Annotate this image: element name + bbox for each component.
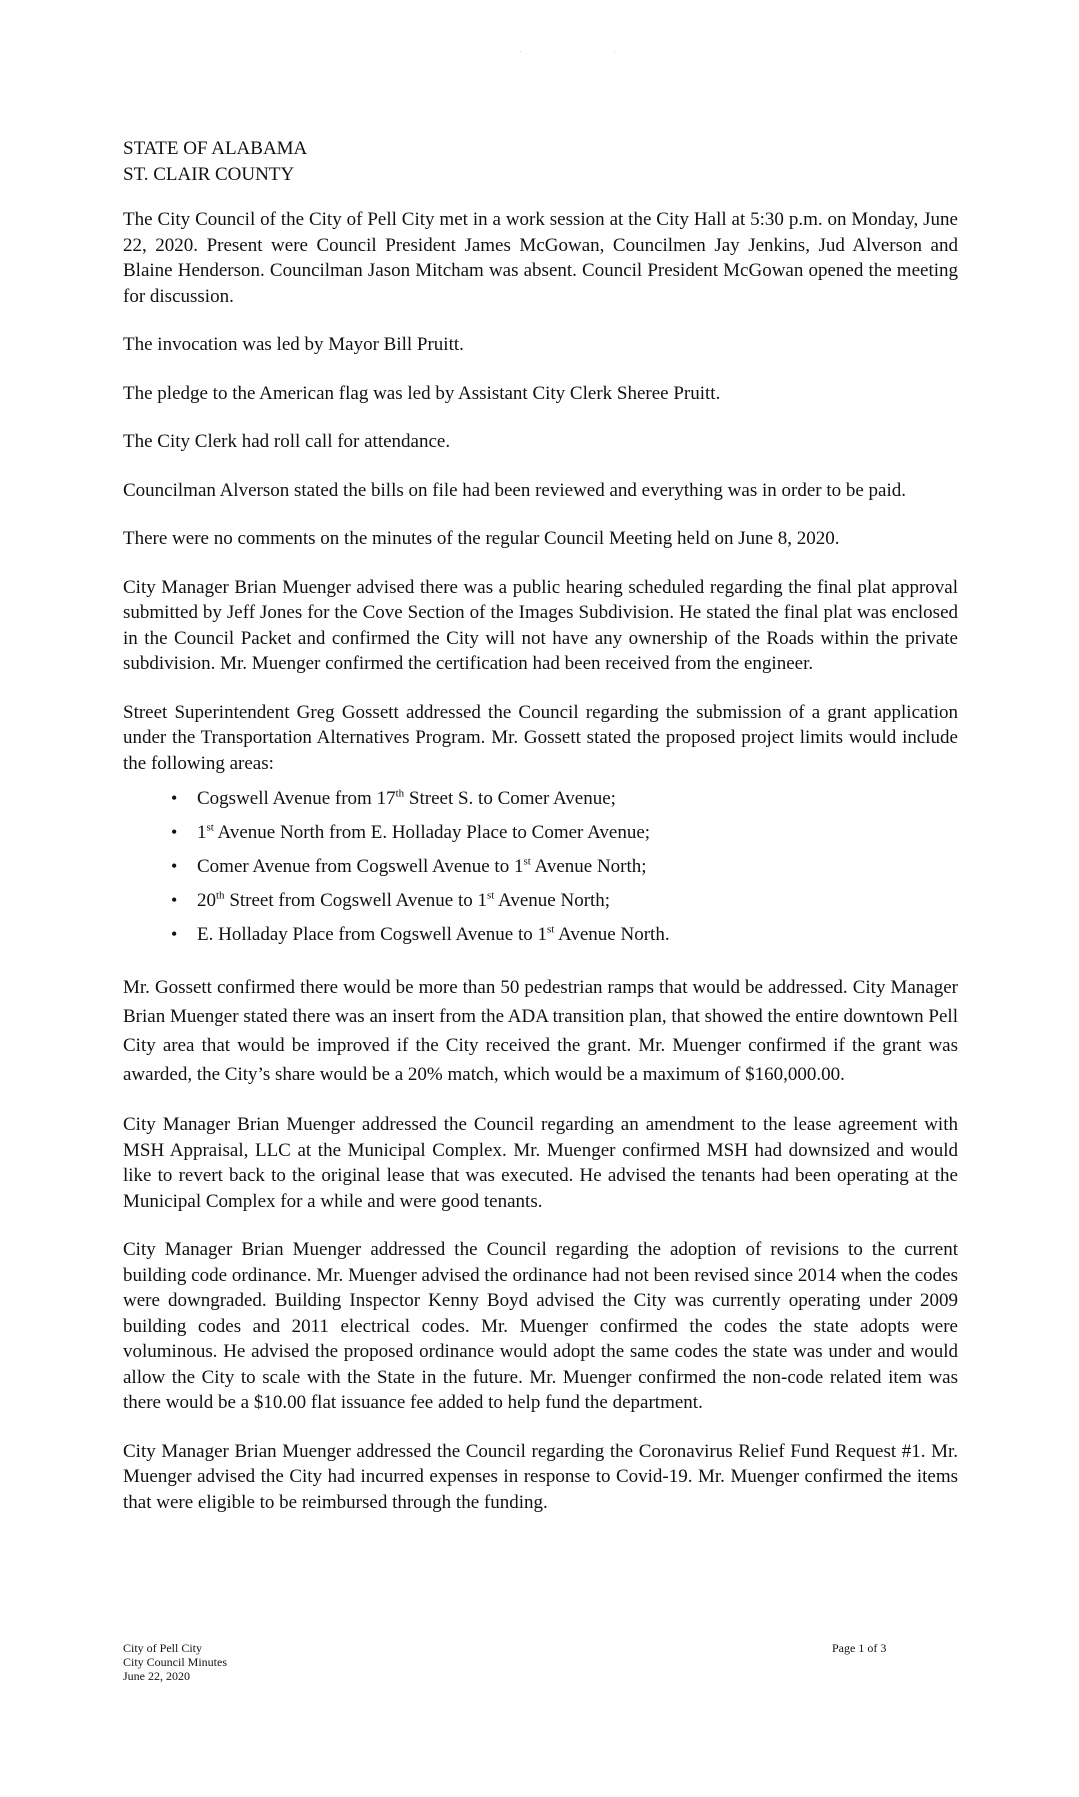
bullet-icon: • xyxy=(171,856,178,876)
paragraph-plat-hearing: City Manager Brian Muenger advised there was a public hearing scheduled regarding the final plat approval submitted by Jeff Jones for the Cove Section of the Images Subdivision. He stated the final plat was enclosed in the Council Packet and confirmed the City will not have any ownership of the Roads within the private subdivision. Mr. Muenger confirmed the certification had been received from the engineer. xyxy=(123,576,958,674)
page-number: Page 1 of 3 xyxy=(832,1641,887,1655)
list-item: • Comer Avenue from Cogswell Avenue to 1st Avenue North; xyxy=(171,855,647,877)
paragraph-pledge: The pledge to the American flag was led by Assistant City Clerk Sheree Pruitt. xyxy=(123,382,721,404)
footer-city: City of Pell City xyxy=(123,1641,203,1655)
bullet-icon: • xyxy=(171,890,178,910)
paragraph-bills: Councilman Alverson stated the bills on file had been reviewed and everything was in order to be paid. xyxy=(123,479,907,501)
paragraph-ramps: Mr. Gossett confirmed there would be more than 50 pedestrian ramps that would be addressed. City Manager Brian Muenger stated there was an insert from the ADA transition plan, that showed the entire downtown Pell City area that would be improved if the City received the grant. Mr. Muenger confirmed if the grant was awarded, the City’s share would be a 20% match, which would be a maximum of $160,000.00. xyxy=(123,977,958,1085)
paragraph-lease: City Manager Brian Muenger addressed the Council regarding an amendment to the lease agreement with MSH Appraisal, LLC at the Municipal Complex. Mr. Muenger confirmed MSH had downsized and would like to revert back to the original lease that was executed. He advised the tenants had been operating at the Municipal Complex for a while and were good tenants. xyxy=(123,1114,958,1212)
scan-speck: . xyxy=(614,48,616,54)
county-line: ST. CLAIR COUNTY xyxy=(123,163,295,185)
paragraph-grant: Street Superintendent Greg Gossett addressed the Council regarding the submission of a grant application under the Transportation Alternatives Program. Mr. Gossett stated the proposed project limits would include the following areas: xyxy=(123,701,958,774)
list-item: • E. Holladay Place from Cogswell Avenue to 1st Avenue North. xyxy=(171,923,670,945)
paragraph-roll-call: The City Clerk had roll call for attendance. xyxy=(123,431,451,452)
paragraph-minutes: There were no comments on the minutes of the regular Council Meeting held on June 8, 2020. xyxy=(123,528,840,549)
list-item: • Cogswell Avenue from 17th Street S. to Comer Avenue; xyxy=(171,787,616,809)
list-item: • 1st Avenue North from E. Holladay Place to Comer Avenue; xyxy=(171,821,651,843)
project-limits-list xyxy=(123,786,958,947)
paragraph-relief-fund: City Manager Brian Muenger addressed the Council regarding the Coronavirus Relief Fund Request #1. Mr. Muenger advised the City had incurred expenses in response to Covid-19. Mr. Muenger confirmed the items that were eligible to be reimbursed through the funding. xyxy=(123,1440,958,1513)
state-line: STATE OF ALABAMA xyxy=(123,138,308,159)
bullet-icon: • xyxy=(171,788,178,808)
paragraph-invocation: The invocation was led by Mayor Bill Pruitt. xyxy=(123,334,464,355)
bullet-icon: • xyxy=(171,822,178,842)
scan-speck: . xyxy=(520,48,522,54)
paragraph-building-code: City Manager Brian Muenger addressed the Council regarding the adoption of revisions to the current building code ordinance. Mr. Muenger advised the ordinance had not been revised since 2014 when the codes were downgraded. Building Inspector Kenny Boyd advised the City was currently operating under 2009 building codes and 2011 electrical codes. Mr. Muenger confirmed the codes the state adopts were voluminous. He advised the proposed ordinance would adopt the same codes the state was under and would allow the City to scale with the State in the future. Mr. Muenger confirmed the non-code related item was there would be a $10.00 flat issuance fee added to help fund the department. xyxy=(123,1239,958,1413)
bullet-icon: • xyxy=(171,924,178,944)
page-footer xyxy=(123,1641,903,1683)
document-body xyxy=(123,136,958,1515)
document-heading xyxy=(123,136,958,187)
footer-date: June 22, 2020 xyxy=(123,1669,190,1683)
list-item: • 20th Street from Cogswell Avenue to 1st Avenue North; xyxy=(171,889,611,911)
paragraph-attendance: The City Council of the City of Pell City met in a work session at the City Hall at 5:30 p.m. on Monday, June 22, 2020. Present were Council President James McGowan, Councilmen Jay Jenkins, Jud Alverson and Blaine Henderson. Councilman Jason Mitcham was absent. Council President McGowan opened the meeting for discussion. xyxy=(123,209,958,307)
footer-title: City Council Minutes xyxy=(123,1655,228,1669)
